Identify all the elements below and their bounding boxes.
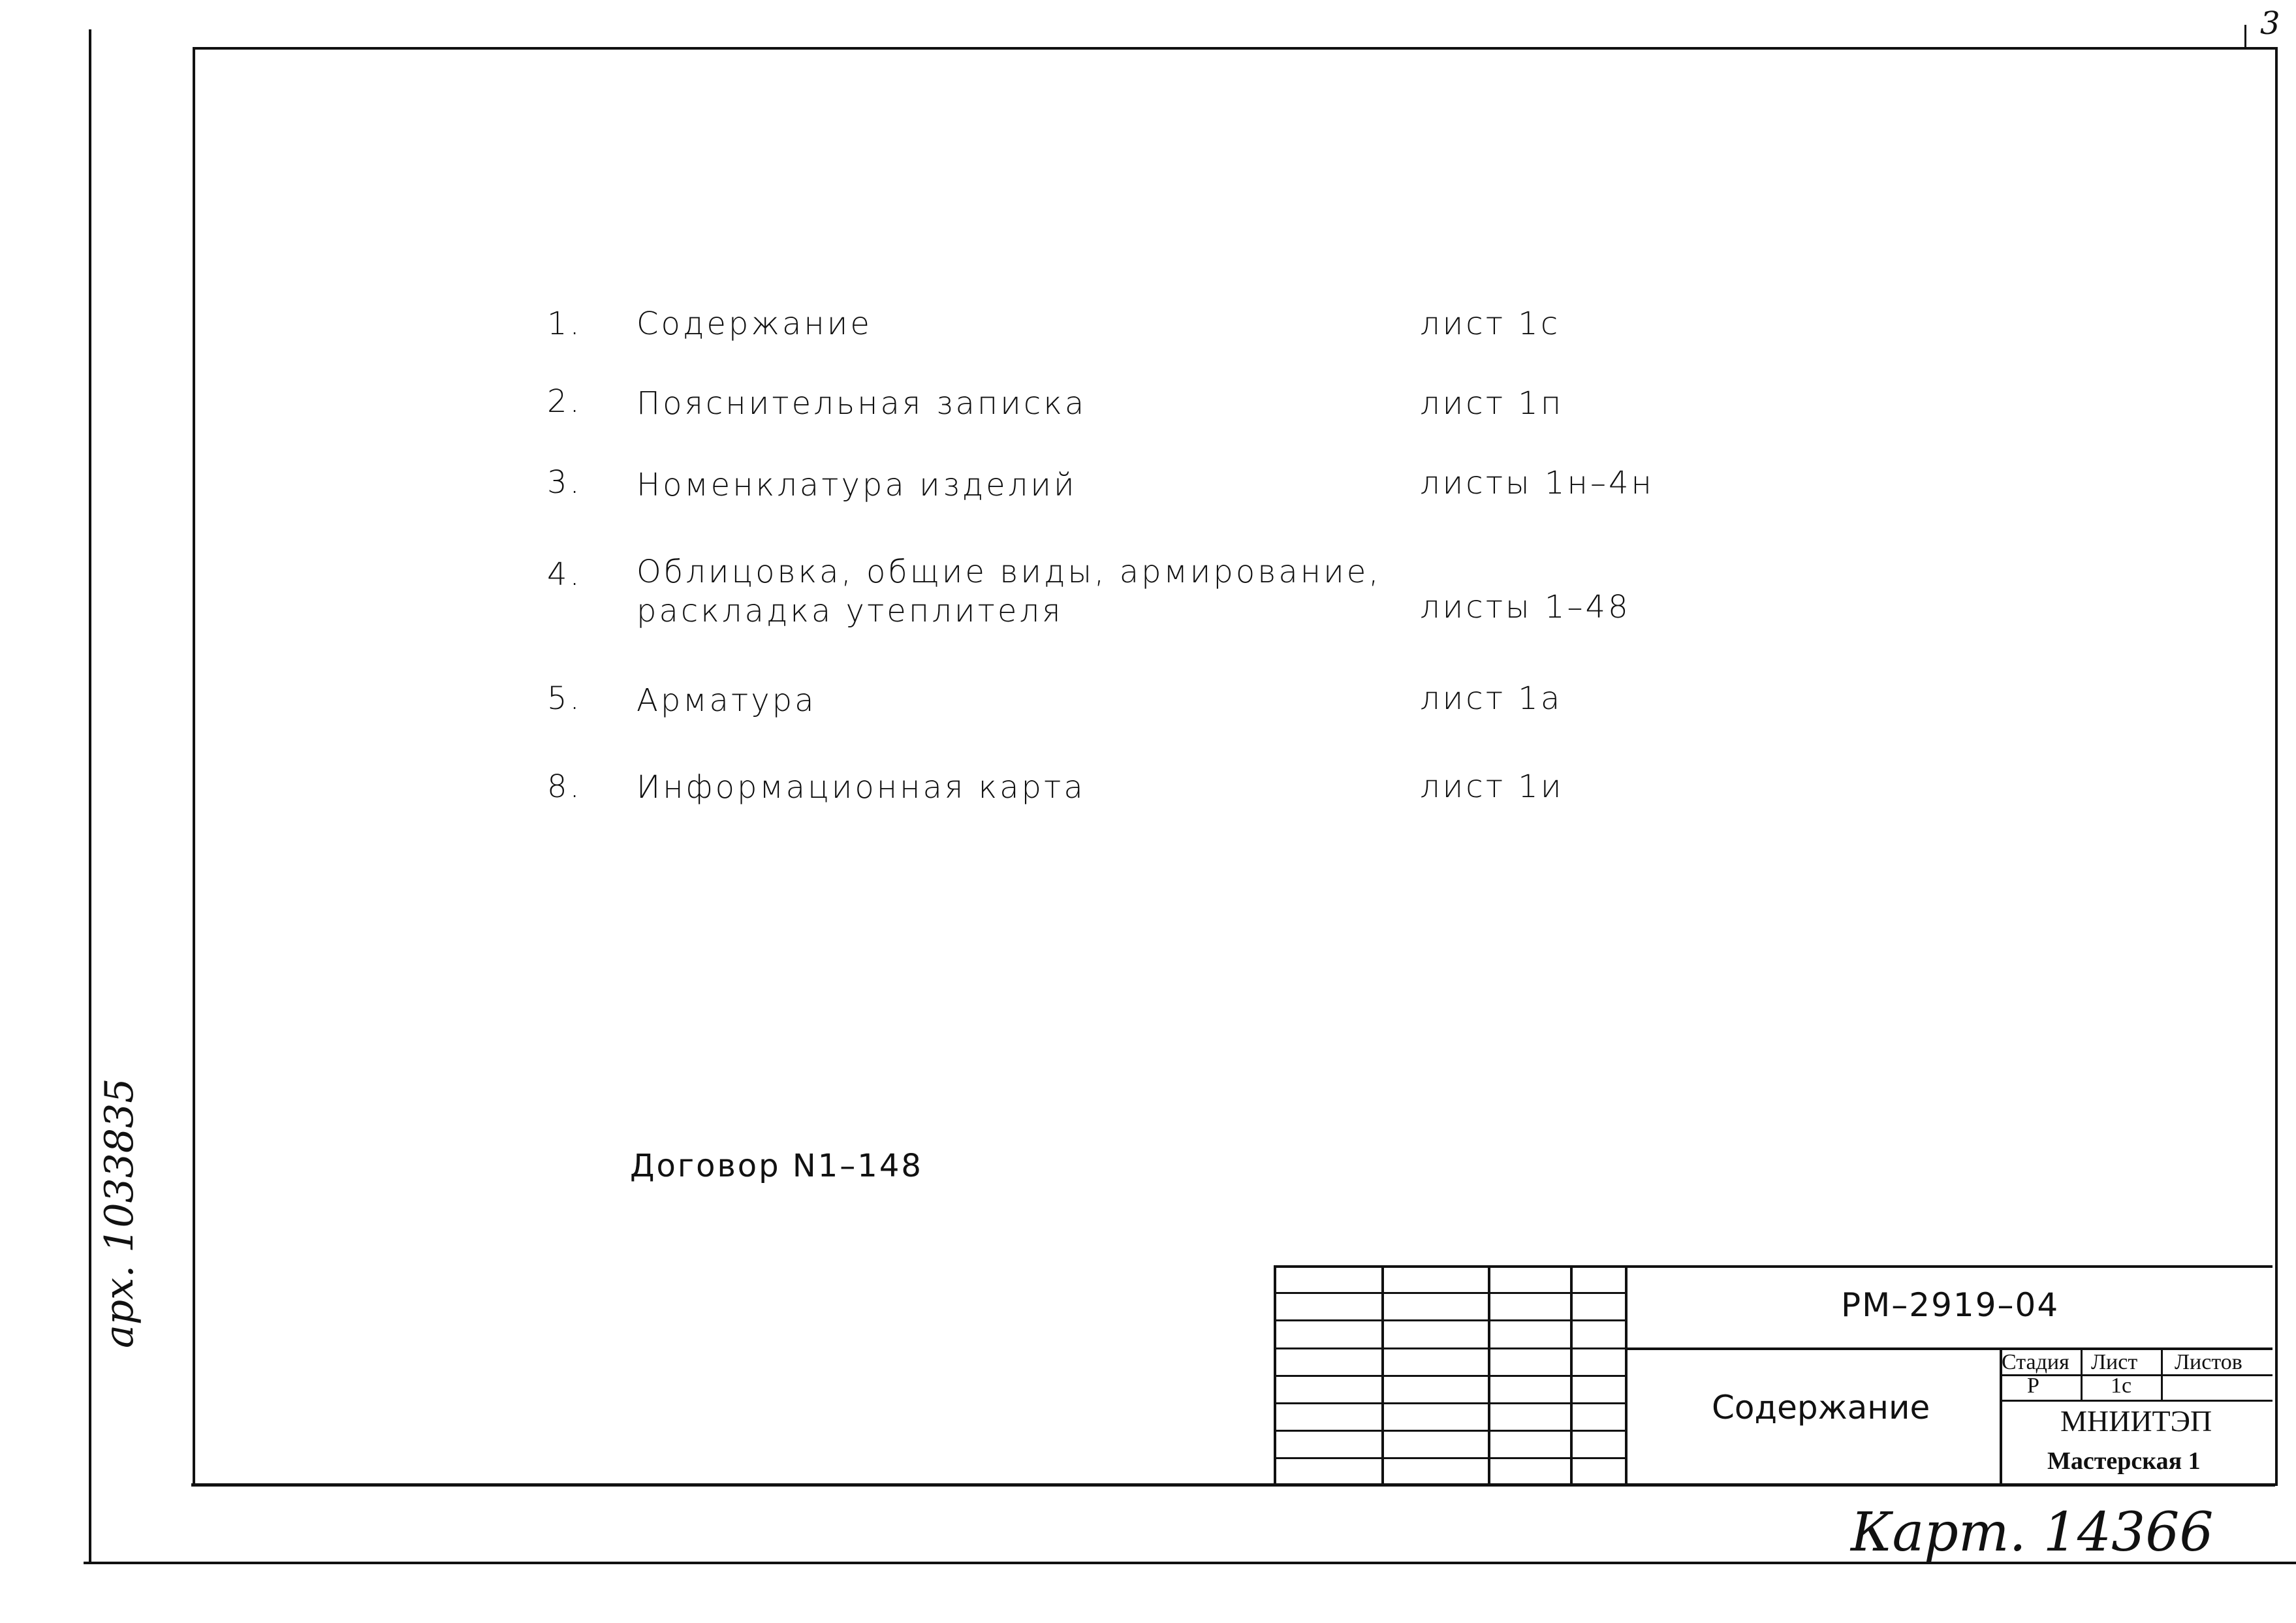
revision-grid-hline [1274, 1347, 1626, 1349]
stage-label: Стадия [2002, 1350, 2069, 1374]
corner-sheet-number: 3 [2260, 5, 2280, 42]
sheet-value: 1с [2111, 1374, 2132, 1398]
toc-item-number: 8. [547, 768, 582, 805]
organization-name: МНИИТЭП [2060, 1404, 2212, 1438]
toc-item-title: Информационная карта [637, 769, 1086, 806]
toc-item-sheet: лист 1и [1420, 768, 1564, 805]
revision-grid-hline [1274, 1457, 1626, 1459]
corner-tick [2244, 25, 2246, 47]
left-binding-line [89, 29, 91, 1564]
workshop-name: Мастерская 1 [2047, 1447, 2201, 1475]
toc-item-number: 5. [547, 680, 582, 717]
toc-item-sheet: лист 1а [1420, 680, 1563, 717]
toc-item-sheet: лист 1п [1420, 385, 1564, 422]
toc-item-title: Облицовка, общие виды, армирование, [637, 554, 1381, 590]
revision-grid-hline [1274, 1402, 1626, 1404]
card-number-note: Карт. 14366 [1851, 1502, 2214, 1564]
archive-number-note: арх. 1033835 [97, 1078, 142, 1348]
toc-item-title: Содержание [637, 306, 872, 342]
toc-item-title: Пояснительная записка [637, 385, 1087, 422]
title-block-top [1274, 1265, 2272, 1268]
document-code: РМ–2919–04 [1841, 1286, 2060, 1324]
revision-grid-hline [1274, 1375, 1626, 1377]
toc-item-number: 3. [547, 464, 582, 501]
toc-item-number: 1. [547, 306, 582, 342]
revision-grid-hline [1274, 1319, 1626, 1321]
toc-item-title: Номенклатура изделий [637, 467, 1077, 503]
frame-bottom-line [191, 1483, 2275, 1487]
toc-item-title-continued: раскладка утеплителя [637, 593, 1063, 629]
stage-value: Р [2027, 1374, 2039, 1398]
sheets-label: Листов [2175, 1350, 2242, 1374]
toc-item-sheet: лист 1с [1420, 306, 1561, 342]
sheet-label: Лист [2091, 1350, 2138, 1374]
revision-grid-hline [1274, 1292, 1626, 1294]
drawing-frame [193, 47, 2278, 1486]
revision-grid-hline [1274, 1430, 1626, 1432]
toc-item-number: 2. [547, 383, 582, 420]
toc-item-sheet: листы 1н–4н [1420, 465, 1654, 501]
toc-item-sheet: листы 1–48 [1420, 589, 1631, 625]
contract-number: Договор N1–148 [630, 1148, 923, 1184]
stage-table-hline [2000, 1400, 2272, 1402]
document-title: Содержание [1712, 1389, 1930, 1426]
toc-item-number: 4. [547, 556, 582, 593]
toc-item-title: Арматура [637, 682, 817, 719]
